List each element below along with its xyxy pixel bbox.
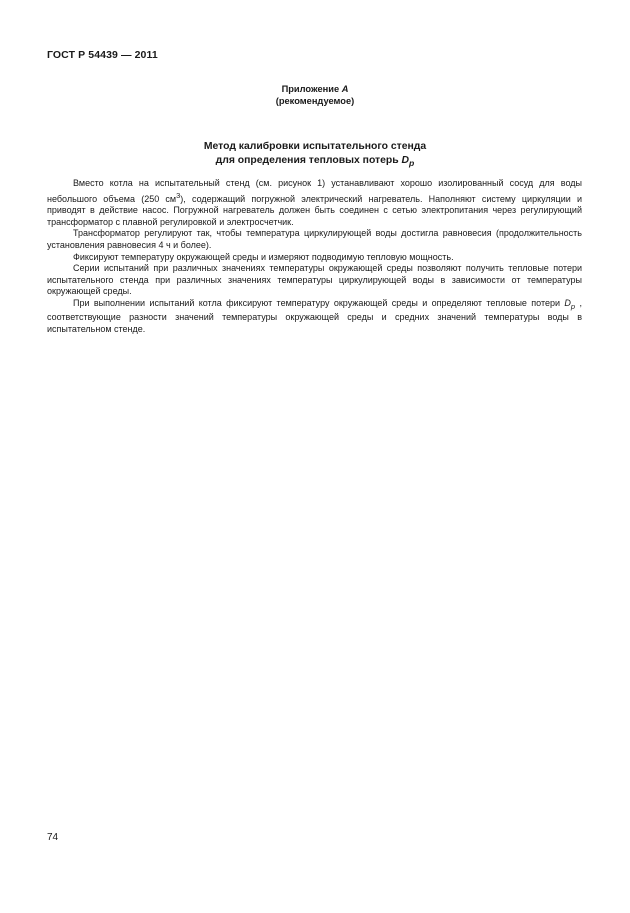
paragraph-5-symbol-subscript: p	[570, 301, 576, 311]
paragraph-1-superscript: 3	[176, 190, 181, 200]
appendix-status: (рекомендуемое)	[275, 96, 355, 106]
paragraph-5-symbol-base: D	[564, 297, 571, 308]
paragraph-5-part-a: При выполнении испытаний котла фиксируют температуру окружающей среды и определяют тепловые потери	[73, 297, 561, 308]
standard-code: ГОСТ Р 54439 — 2011	[47, 49, 158, 61]
paragraph-1-part-a: Вместо котла на испытательный стенд (см. рисунок 1) устанавливают хорошо изолированный сосуд для воды небольшого объема (250 см	[47, 178, 582, 204]
body-text	[47, 178, 582, 336]
paragraph-2: Трансформатор регулируют так, чтобы температура циркулирующей воды достигла равновесия (продолжительность установления равновесия 4 ч и более).	[47, 228, 582, 250]
appendix-label-line	[0, 83, 630, 95]
paragraph-3: Фиксируют температуру окружающей среды и измеряют подводимую тепловую мощность.	[73, 251, 454, 262]
appendix-heading	[0, 83, 630, 107]
paragraph-4: Серии испытаний при различных значениях температуры окружающей среды позволяют получить тепловые потери испытательного стенда при различных значениях температуры циркулирующей воды в зависимости от температуры окружающей среды.	[47, 263, 582, 297]
document-header	[47, 49, 158, 61]
appendix-letter: А	[341, 84, 349, 94]
heat-loss-symbol-subscript: p	[409, 158, 415, 169]
section-title	[0, 140, 630, 170]
paragraph-1	[47, 178, 582, 228]
section-title-line2-text: для определения тепловых потерь	[215, 155, 399, 166]
section-title-line1: Метод калибровки испытательного стенда	[203, 141, 427, 152]
appendix-label: Приложение	[281, 84, 340, 94]
paragraph-5-part-b: , соответствующие разности значений температуры окружающей среды и средних значений температуры воды в испытательном стенде.	[47, 297, 582, 334]
paragraph-5-symbol	[564, 297, 576, 311]
paragraph-5	[47, 298, 582, 336]
heat-loss-symbol	[401, 155, 415, 169]
page-number: 74	[47, 832, 59, 843]
section-title-line2	[0, 154, 630, 170]
heat-loss-symbol-base: D	[401, 155, 410, 166]
paragraph-1-part-b: ), содержащий погружной электрический нагреватель. Наполняют систему циркуляции и приводят в действие насос. Погружной нагреватель должен быть соединен с сетью электропитания через регулирующий трансформатор с плавной регулировкой и электросчетчик.	[47, 193, 582, 227]
